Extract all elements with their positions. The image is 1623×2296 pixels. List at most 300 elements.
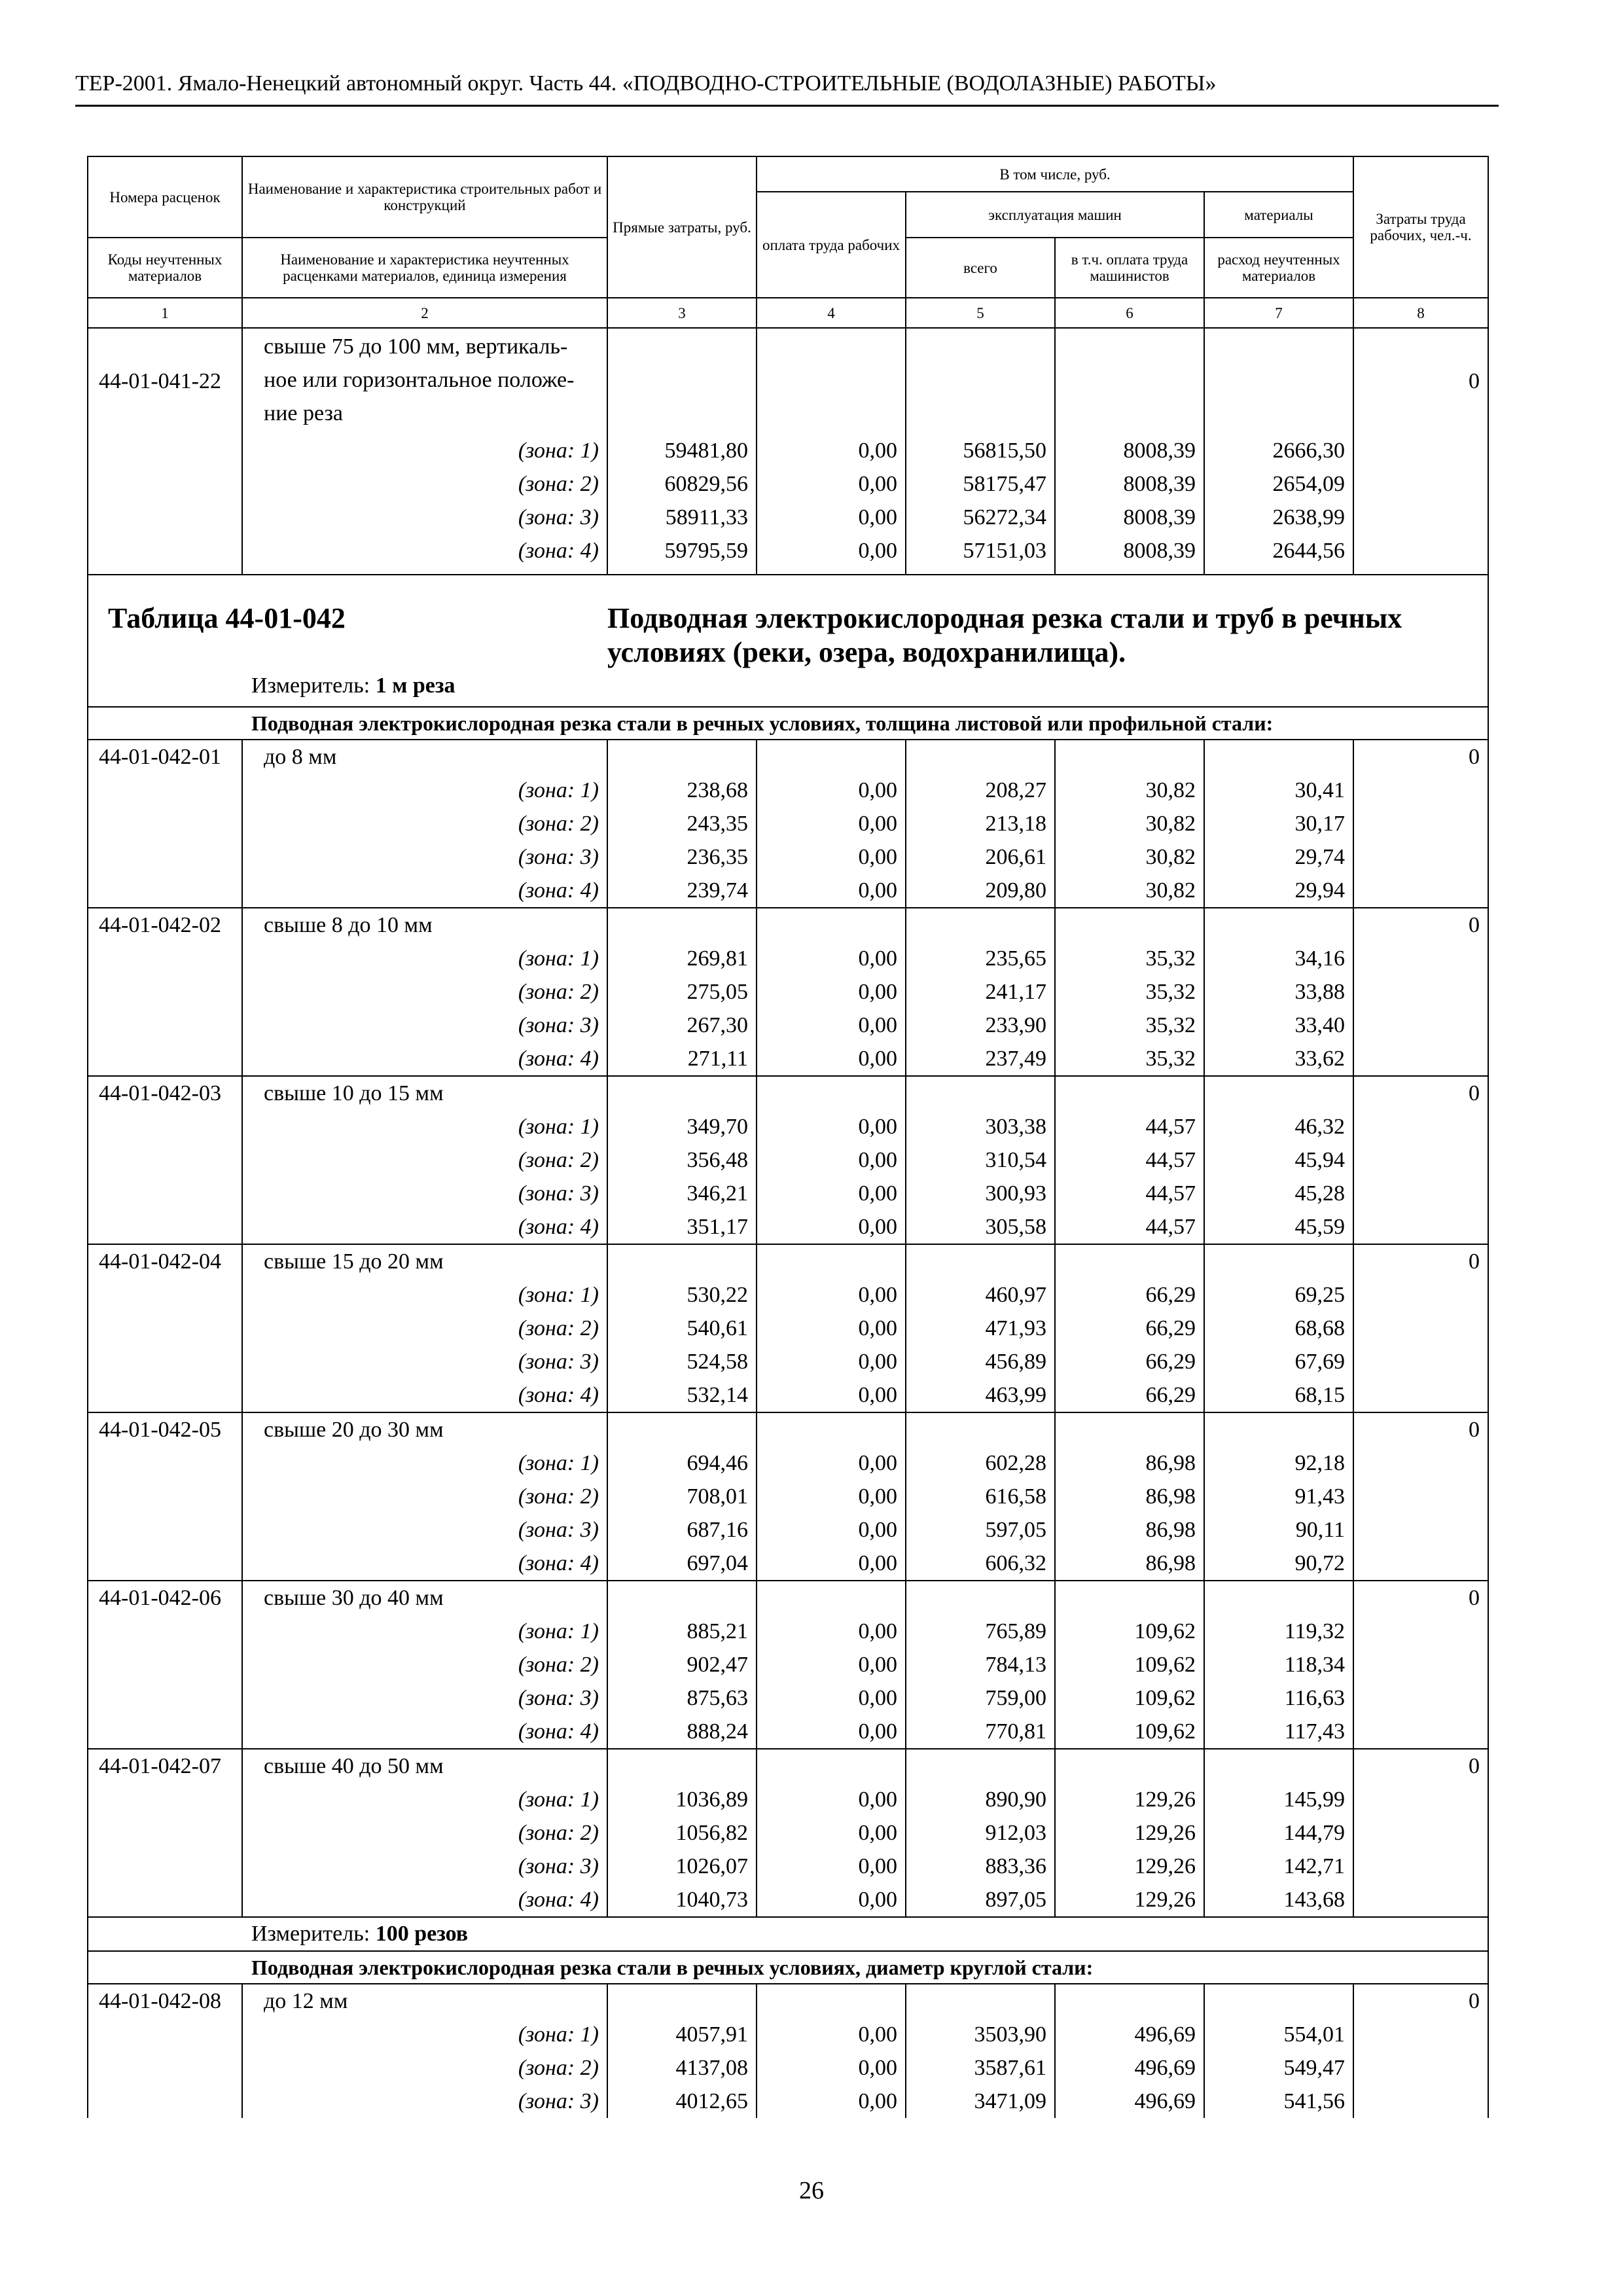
table-header <box>88 156 1488 328</box>
machines-total-value: 3587,61 <box>906 2051 1055 2085</box>
empty-cell <box>757 567 906 575</box>
machinists-pay-value: 109,62 <box>1055 1648 1204 1681</box>
machinists-pay-value: 35,32 <box>1055 1009 1204 1042</box>
materials-value: 33,62 <box>1204 1042 1353 1076</box>
zone-row <box>88 1143 1488 1177</box>
empty-cell <box>906 1244 1055 1278</box>
direct-costs-value: 888,24 <box>607 1715 757 1749</box>
item-row <box>88 1412 1488 1446</box>
machines-total-value: 206,61 <box>906 840 1055 874</box>
empty-cell <box>1353 1177 1488 1210</box>
direct-costs-value: 697,04 <box>607 1547 757 1581</box>
empty-cell <box>1055 1244 1204 1278</box>
zone-label: (зона: 2) <box>242 1143 607 1177</box>
rate-code: 44-01-042-08 <box>88 1984 242 2018</box>
empty-cell <box>88 840 242 874</box>
labor-pay-value: 0,00 <box>757 1513 906 1547</box>
empty-cell <box>88 807 242 840</box>
empty-cell <box>1353 807 1488 840</box>
empty-cell <box>88 1883 242 1917</box>
zone-row <box>88 774 1488 807</box>
empty-cell <box>1055 328 1204 434</box>
second-section-block <box>88 1917 1488 1984</box>
direct-costs-value: 59481,80 <box>607 434 757 467</box>
empty-cell <box>1353 1850 1488 1883</box>
empty-cell <box>1353 1210 1488 1244</box>
zone-row <box>88 1378 1488 1412</box>
materials-value: 34,16 <box>1204 942 1353 975</box>
item-row <box>88 1581 1488 1615</box>
materials-value: 144,79 <box>1204 1816 1353 1850</box>
labor-costs-value: 0 <box>1353 1581 1488 1615</box>
empty-cell <box>757 328 906 434</box>
empty-cell <box>1353 1513 1488 1547</box>
materials-value: 29,94 <box>1204 874 1353 908</box>
materials-value: 118,34 <box>1204 1648 1353 1681</box>
empty-cell <box>1353 567 1488 575</box>
empty-cell <box>1353 1480 1488 1513</box>
rate-description: свыше 40 до 50 мм <box>242 1749 607 1783</box>
direct-costs-value: 346,21 <box>607 1177 757 1210</box>
labor-pay-value: 0,00 <box>757 774 906 807</box>
empty-cell <box>88 534 242 567</box>
empty-cell <box>1055 1984 1204 2018</box>
header-total: всего <box>906 238 1055 298</box>
machines-total-value: 770,81 <box>906 1715 1055 1749</box>
zone-label: (зона: 4) <box>242 1210 607 1244</box>
direct-costs-value: 1036,89 <box>607 1783 757 1816</box>
zone-row <box>88 2018 1488 2051</box>
empty-cell <box>607 567 757 575</box>
empty-cell <box>88 1278 242 1312</box>
empty-cell <box>1353 1312 1488 1345</box>
rates-table <box>87 156 1489 2118</box>
machines-total-value: 237,49 <box>906 1042 1055 1076</box>
zone-row <box>88 1009 1488 1042</box>
direct-costs-value: 238,68 <box>607 774 757 807</box>
machinists-pay-value: 8008,39 <box>1055 434 1204 467</box>
zone-label: (зона: 4) <box>242 1547 607 1581</box>
empty-cell <box>88 467 242 501</box>
col-number: 7 <box>1204 298 1353 328</box>
empty-cell <box>1353 1378 1488 1412</box>
item-row <box>88 908 1488 942</box>
item-row <box>88 1076 1488 1110</box>
empty-cell <box>88 1715 242 1749</box>
empty-cell <box>1204 1984 1353 2018</box>
empty-cell <box>88 2018 242 2051</box>
direct-costs-value: 243,35 <box>607 807 757 840</box>
empty-cell <box>757 1412 906 1446</box>
rate-code: 44-01-042-06 <box>88 1581 242 1615</box>
labor-pay-value: 0,00 <box>757 434 906 467</box>
zone-row <box>88 1210 1488 1244</box>
labor-pay-value: 0,00 <box>757 467 906 501</box>
zone-row <box>88 1816 1488 1850</box>
zone-row <box>88 1715 1488 1749</box>
meter-label-2: Измеритель: <box>251 1922 370 1946</box>
direct-costs-value: 885,21 <box>607 1615 757 1648</box>
empty-cell <box>242 567 607 575</box>
direct-costs-value: 4012,65 <box>607 2085 757 2118</box>
empty-cell <box>607 1984 757 2018</box>
machinists-pay-value: 30,82 <box>1055 840 1204 874</box>
machinists-pay-value: 496,69 <box>1055 2018 1204 2051</box>
empty-cell <box>88 1446 242 1480</box>
rate-code: 44-01-042-03 <box>88 1076 242 1110</box>
labor-pay-value: 0,00 <box>757 1110 906 1143</box>
machinists-pay-value: 86,98 <box>1055 1513 1204 1547</box>
empty-cell <box>607 908 757 942</box>
col-number: 4 <box>757 298 906 328</box>
zone-label: (зона: 3) <box>242 840 607 874</box>
labor-pay-value: 0,00 <box>757 1312 906 1345</box>
labor-costs-value: 0 <box>1353 328 1488 434</box>
zone-row <box>88 1042 1488 1076</box>
direct-costs-value: 267,30 <box>607 1009 757 1042</box>
direct-costs-value: 875,63 <box>607 1681 757 1715</box>
machinists-pay-value: 35,32 <box>1055 975 1204 1009</box>
header-codes: Коды неучтенных материалов <box>88 238 242 298</box>
empty-cell <box>607 1076 757 1110</box>
labor-costs-value: 0 <box>1353 740 1488 774</box>
machines-total-value: 456,89 <box>906 1345 1055 1378</box>
rate-code: 44-01-042-04 <box>88 1244 242 1278</box>
direct-costs-value: 708,01 <box>607 1480 757 1513</box>
labor-pay-value: 0,00 <box>757 1883 906 1917</box>
empty-cell <box>1204 908 1353 942</box>
machinists-pay-value: 109,62 <box>1055 1715 1204 1749</box>
empty-cell <box>1353 2085 1488 2118</box>
materials-value: 30,41 <box>1204 774 1353 807</box>
header-direct-costs: Прямые затраты, руб. <box>607 156 757 298</box>
labor-costs-value: 0 <box>1353 1412 1488 1446</box>
empty-cell <box>1353 942 1488 975</box>
direct-costs-value: 694,46 <box>607 1446 757 1480</box>
zone-row <box>88 1615 1488 1648</box>
zone-row <box>88 1883 1488 1917</box>
header-materials: материалы <box>1204 192 1353 238</box>
machines-total-value: 597,05 <box>906 1513 1055 1547</box>
machinists-pay-value: 8008,39 <box>1055 467 1204 501</box>
empty-cell <box>1353 1547 1488 1581</box>
materials-value: 2644,56 <box>1204 534 1353 567</box>
zone-label: (зона: 3) <box>242 501 607 534</box>
rate-description: свыше 30 до 40 мм <box>242 1581 607 1615</box>
zone-row <box>88 1110 1488 1143</box>
empty-cell <box>1353 2018 1488 2051</box>
direct-costs-value: 4137,08 <box>607 2051 757 2085</box>
rate-description: до 12 мм <box>242 1984 607 2018</box>
empty-cell <box>1353 1042 1488 1076</box>
empty-cell <box>906 908 1055 942</box>
labor-pay-value: 0,00 <box>757 1278 906 1312</box>
direct-costs-value: 532,14 <box>607 1378 757 1412</box>
empty-cell <box>88 1345 242 1378</box>
machinists-pay-value: 496,69 <box>1055 2051 1204 2085</box>
header-labor-costs: Затраты труда рабочих, чел.-ч. <box>1353 156 1488 298</box>
empty-cell <box>1055 908 1204 942</box>
machinists-pay-value: 8008,39 <box>1055 534 1204 567</box>
empty-cell <box>1055 1412 1204 1446</box>
header-name-materials: Наименование и характеристика неучтенных расценками материалов, единица измерения <box>242 238 607 298</box>
rates-document <box>87 156 1488 2118</box>
first-item-group <box>88 328 1488 575</box>
machines-total-value: 606,32 <box>906 1547 1055 1581</box>
labor-pay-value: 0,00 <box>757 1378 906 1412</box>
labor-pay-value: 0,00 <box>757 1547 906 1581</box>
labor-pay-value: 0,00 <box>757 534 906 567</box>
materials-value: 45,94 <box>1204 1143 1353 1177</box>
materials-value: 116,63 <box>1204 1681 1353 1715</box>
empty-cell <box>607 1581 757 1615</box>
machines-total-value: 897,05 <box>906 1883 1055 1917</box>
zone-row <box>88 1312 1488 1345</box>
empty-cell <box>1353 1883 1488 1917</box>
materials-value: 554,01 <box>1204 2018 1353 2051</box>
zone-label: (зона: 3) <box>242 1345 607 1378</box>
materials-value: 29,74 <box>1204 840 1353 874</box>
rate-code: 44-01-042-02 <box>88 908 242 942</box>
empty-cell <box>88 1480 242 1513</box>
empty-cell <box>1353 467 1488 501</box>
materials-value: 69,25 <box>1204 1278 1353 1312</box>
machinists-pay-value: 44,57 <box>1055 1110 1204 1143</box>
zone-row <box>88 942 1488 975</box>
direct-costs-value: 4057,91 <box>607 2018 757 2051</box>
materials-value: 541,56 <box>1204 2085 1353 2118</box>
meter-line-2 <box>242 1917 1488 1951</box>
materials-value: 92,18 <box>1204 1446 1353 1480</box>
zone-label: (зона: 2) <box>242 975 607 1009</box>
labor-pay-value: 0,00 <box>757 2051 906 2085</box>
section-diameter: Подводная электрокислородная резка стали в речных условиях, диаметр круглой стали: <box>242 1951 1488 1984</box>
zone-label: (зона: 3) <box>242 1681 607 1715</box>
machinists-pay-value: 86,98 <box>1055 1547 1204 1581</box>
header-rule <box>75 105 1499 107</box>
materials-value: 45,28 <box>1204 1177 1353 1210</box>
zone-row <box>88 1278 1488 1312</box>
direct-costs-value: 356,48 <box>607 1143 757 1177</box>
materials-value: 68,68 <box>1204 1312 1353 1345</box>
direct-costs-value: 524,58 <box>607 1345 757 1378</box>
empty-cell <box>1055 1076 1204 1110</box>
empty-cell <box>88 1378 242 1412</box>
empty-cell <box>1204 328 1353 434</box>
zone-label: (зона: 2) <box>242 1312 607 1345</box>
machinists-pay-value: 129,26 <box>1055 1883 1204 1917</box>
zone-label: (зона: 4) <box>242 874 607 908</box>
machinists-pay-value: 109,62 <box>1055 1681 1204 1715</box>
labor-costs-value: 0 <box>1353 1984 1488 2018</box>
machinists-pay-value: 35,32 <box>1055 942 1204 975</box>
labor-pay-value: 0,00 <box>757 1850 906 1883</box>
labor-pay-value: 0,00 <box>757 1446 906 1480</box>
empty-cell <box>1055 740 1204 774</box>
col-number: 2 <box>242 298 607 328</box>
materials-value: 2638,99 <box>1204 501 1353 534</box>
labor-pay-value: 0,00 <box>757 1009 906 1042</box>
labor-pay-value: 0,00 <box>757 1816 906 1850</box>
zone-row <box>88 1480 1488 1513</box>
materials-value: 117,43 <box>1204 1715 1353 1749</box>
machines-total-value: 602,28 <box>906 1446 1055 1480</box>
rate-code: 44-01-041-22 <box>88 328 242 434</box>
machines-total-value: 233,90 <box>906 1009 1055 1042</box>
zone-label: (зона: 2) <box>242 1648 607 1681</box>
empty-cell <box>88 434 242 467</box>
empty-cell <box>1353 1345 1488 1378</box>
labor-pay-value: 0,00 <box>757 942 906 975</box>
machines-total-value: 463,99 <box>906 1378 1055 1412</box>
labor-pay-value: 0,00 <box>757 1648 906 1681</box>
machinists-pay-value: 30,82 <box>1055 774 1204 807</box>
empty-cell <box>906 1581 1055 1615</box>
rate-description: свыше 15 до 20 мм <box>242 1244 607 1278</box>
labor-pay-value: 0,00 <box>757 2085 906 2118</box>
table-title-block <box>88 575 1488 740</box>
empty-cell <box>1353 1278 1488 1312</box>
zone-row <box>88 1850 1488 1883</box>
empty-cell <box>88 1143 242 1177</box>
meter-value: 1 м реза <box>375 673 455 698</box>
zone-label: (зона: 1) <box>242 1783 607 1816</box>
labor-costs-value: 0 <box>1353 908 1488 942</box>
empty-cell <box>757 740 906 774</box>
empty-cell <box>88 1042 242 1076</box>
empty-cell <box>88 1177 242 1210</box>
empty-cell <box>906 1076 1055 1110</box>
empty-cell <box>607 1412 757 1446</box>
machines-total-value: 56815,50 <box>906 434 1055 467</box>
zone-row <box>88 1345 1488 1378</box>
machines-total-value: 241,17 <box>906 975 1055 1009</box>
labor-pay-value: 0,00 <box>757 807 906 840</box>
empty-cell <box>906 328 1055 434</box>
empty-cell <box>88 1312 242 1345</box>
empty-cell <box>757 1244 906 1278</box>
zone-row <box>88 840 1488 874</box>
direct-costs-value: 902,47 <box>607 1648 757 1681</box>
empty-cell <box>1055 567 1204 575</box>
zone-label: (зона: 4) <box>242 1883 607 1917</box>
empty-cell <box>1353 501 1488 534</box>
machines-total-value: 58175,47 <box>906 467 1055 501</box>
empty-cell <box>88 1816 242 1850</box>
materials-value: 46,32 <box>1204 1110 1353 1143</box>
empty-cell <box>1353 1110 1488 1143</box>
empty-cell <box>607 740 757 774</box>
materials-value: 143,68 <box>1204 1883 1353 1917</box>
empty-cell <box>1353 874 1488 908</box>
materials-value: 119,32 <box>1204 1615 1353 1648</box>
machinists-pay-value: 44,57 <box>1055 1177 1204 1210</box>
empty-cell <box>88 1513 242 1547</box>
zone-label: (зона: 2) <box>242 807 607 840</box>
zone-label: (зона: 4) <box>242 1378 607 1412</box>
direct-costs-value: 1026,07 <box>607 1850 757 1883</box>
empty-cell <box>88 1110 242 1143</box>
item-row <box>88 1984 1488 2018</box>
rate-description: свыше 75 до 100 мм, вертикаль-ное или горизонтальное положе-ние реза <box>242 328 607 434</box>
machines-total-value: 235,65 <box>906 942 1055 975</box>
materials-value: 45,59 <box>1204 1210 1353 1244</box>
empty-cell <box>1353 1648 1488 1681</box>
empty-cell <box>906 567 1055 575</box>
machines-total-value: 209,80 <box>906 874 1055 908</box>
machines-total-value: 300,93 <box>906 1177 1055 1210</box>
machines-total-value: 765,89 <box>906 1615 1055 1648</box>
empty-cell <box>88 1210 242 1244</box>
empty-cell <box>88 501 242 534</box>
empty-cell <box>88 942 242 975</box>
empty-cell <box>757 1984 906 2018</box>
direct-costs-value: 239,74 <box>607 874 757 908</box>
empty-cell <box>906 1749 1055 1783</box>
machines-total-value: 213,18 <box>906 807 1055 840</box>
zone-row <box>88 1783 1488 1816</box>
header-machines: эксплуатация машин <box>906 192 1204 238</box>
empty-cell <box>1353 1783 1488 1816</box>
meter-label: Измеритель: <box>251 673 370 698</box>
empty-cell <box>88 2051 242 2085</box>
materials-value: 30,17 <box>1204 807 1353 840</box>
labor-pay-value: 0,00 <box>757 1715 906 1749</box>
labor-pay-value: 0,00 <box>757 874 906 908</box>
item-row <box>88 740 1488 774</box>
materials-value: 67,69 <box>1204 1345 1353 1378</box>
labor-costs-value: 0 <box>1353 1749 1488 1783</box>
table-title: Подводная электрокислородная резка стали и труб в речных условиях (реки, озера, водохранилища). <box>607 575 1488 670</box>
zone-label: (зона: 1) <box>242 434 607 467</box>
labor-costs-value: 0 <box>1353 1076 1488 1110</box>
machines-total-value: 759,00 <box>906 1681 1055 1715</box>
meter-line <box>242 670 1488 707</box>
spacer-row <box>88 567 1488 575</box>
col-number: 5 <box>906 298 1055 328</box>
header-unaccounted-materials: расход неучтенных материалов <box>1204 238 1353 298</box>
zone-row <box>88 975 1488 1009</box>
empty-cell <box>1353 1615 1488 1648</box>
zone-label: (зона: 1) <box>242 1110 607 1143</box>
materials-value: 2666,30 <box>1204 434 1353 467</box>
rate-code: 44-01-042-01 <box>88 740 242 774</box>
machines-total-value: 3471,09 <box>906 2085 1055 2118</box>
empty-cell <box>1204 567 1353 575</box>
labor-pay-value: 0,00 <box>757 1210 906 1244</box>
direct-costs-value: 269,81 <box>607 942 757 975</box>
page-number: 26 <box>799 2177 824 2204</box>
zone-label: (зона: 2) <box>242 467 607 501</box>
col-number: 1 <box>88 298 242 328</box>
header-name: Наименование и характеристика строительных работ и конструкций <box>242 156 607 238</box>
empty-cell <box>607 1749 757 1783</box>
col-number: 6 <box>1055 298 1204 328</box>
machinists-pay-value: 86,98 <box>1055 1446 1204 1480</box>
empty-cell <box>1353 1816 1488 1850</box>
zone-row <box>88 1648 1488 1681</box>
zone-row <box>88 807 1488 840</box>
machines-total-value: 3503,90 <box>906 2018 1055 2051</box>
machines-total-value: 208,27 <box>906 774 1055 807</box>
materials-value: 68,15 <box>1204 1378 1353 1412</box>
machines-total-value: 890,90 <box>906 1783 1055 1816</box>
empty-cell <box>88 1009 242 1042</box>
empty-cell <box>1353 434 1488 467</box>
materials-value: 91,43 <box>1204 1480 1353 1513</box>
empty-cell <box>88 567 242 575</box>
empty-cell <box>757 1581 906 1615</box>
